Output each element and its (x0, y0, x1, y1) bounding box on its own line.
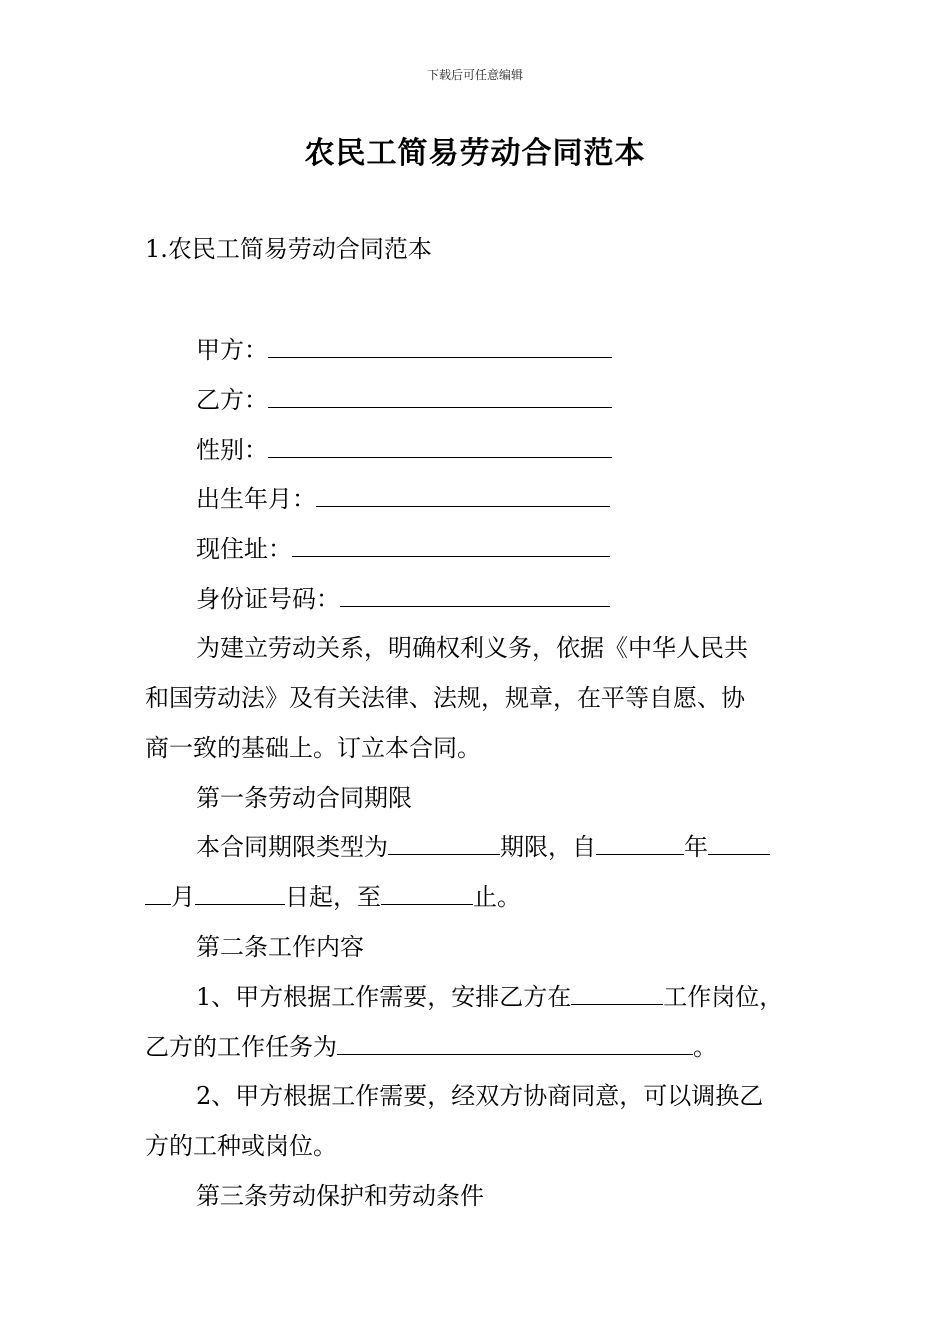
article-2-item-1-line-1 (196, 981, 783, 1013)
fill-blank (388, 832, 500, 855)
intro-line-2: 和国劳动法》及有关法律、法规，规章，在平等自愿、协 (145, 684, 745, 712)
article-2-heading: 第二条工作内容 (196, 933, 364, 961)
intro-line-1: 为建立劳动关系，明确权利义务，依据《中华人民共 (196, 634, 748, 662)
text-run: 。 (693, 1033, 717, 1061)
text-run: 1、甲方根据工作需要，安排乙方在 (196, 983, 572, 1011)
fill-blank (571, 982, 663, 1005)
fill-blank (596, 832, 684, 855)
field-label: 性别： (196, 436, 268, 464)
fill-blank (268, 385, 612, 408)
text-run: 乙方的工作任务为 (145, 1033, 337, 1061)
field-gender (196, 434, 612, 466)
fill-blank (268, 335, 612, 358)
fill-blank (337, 1032, 693, 1055)
field-party-b (196, 384, 612, 416)
document-title: 农民工简易劳动合同范本 (304, 136, 646, 171)
field-party-a (196, 334, 612, 366)
article-2-item-2-line-1: 2、甲方根据工作需要，经双方协商同意，可以调换乙 (196, 1082, 764, 1110)
fill-blank (381, 882, 473, 905)
article-1-line-2 (145, 881, 521, 913)
article-3-heading: 第三条劳动保护和劳动条件 (196, 1182, 484, 1210)
text-run: 年 (684, 833, 708, 861)
fill-blank (316, 484, 610, 507)
fill-blank (268, 435, 612, 458)
field-address (196, 533, 610, 565)
field-label: 甲方： (196, 336, 268, 364)
article-2-item-1-line-2 (145, 1031, 717, 1063)
field-label: 乙方： (196, 386, 268, 414)
article-1-heading: 第一条劳动合同期限 (196, 784, 412, 812)
field-id-number (196, 583, 610, 615)
field-label: 现住址： (196, 535, 292, 563)
field-label: 出生年月： (196, 485, 316, 513)
text-run: 本合同期限类型为 (196, 833, 388, 861)
field-birth (196, 483, 610, 515)
fill-blank (292, 534, 610, 557)
text-run: 月 (171, 883, 195, 911)
intro-line-3: 商一致的基础上。订立本合同。 (145, 734, 481, 762)
text-run: 期限，自 (500, 833, 596, 861)
fill-blank (340, 584, 610, 607)
header-note: 下载后可任意编辑 (426, 68, 523, 82)
section-heading: 1.农民工简易劳动合同范本 (145, 235, 432, 263)
article-1-line-1 (196, 831, 770, 863)
fill-blank (708, 832, 770, 855)
article-2-item-2-line-2: 方的工种或岗位。 (145, 1132, 337, 1160)
fill-blank (195, 882, 285, 905)
field-label: 身份证号码： (196, 585, 340, 613)
text-run: 止。 (473, 883, 521, 911)
text-run: 日起，至 (285, 883, 381, 911)
text-run: 工作岗位， (663, 983, 784, 1011)
fill-blank (145, 882, 171, 905)
